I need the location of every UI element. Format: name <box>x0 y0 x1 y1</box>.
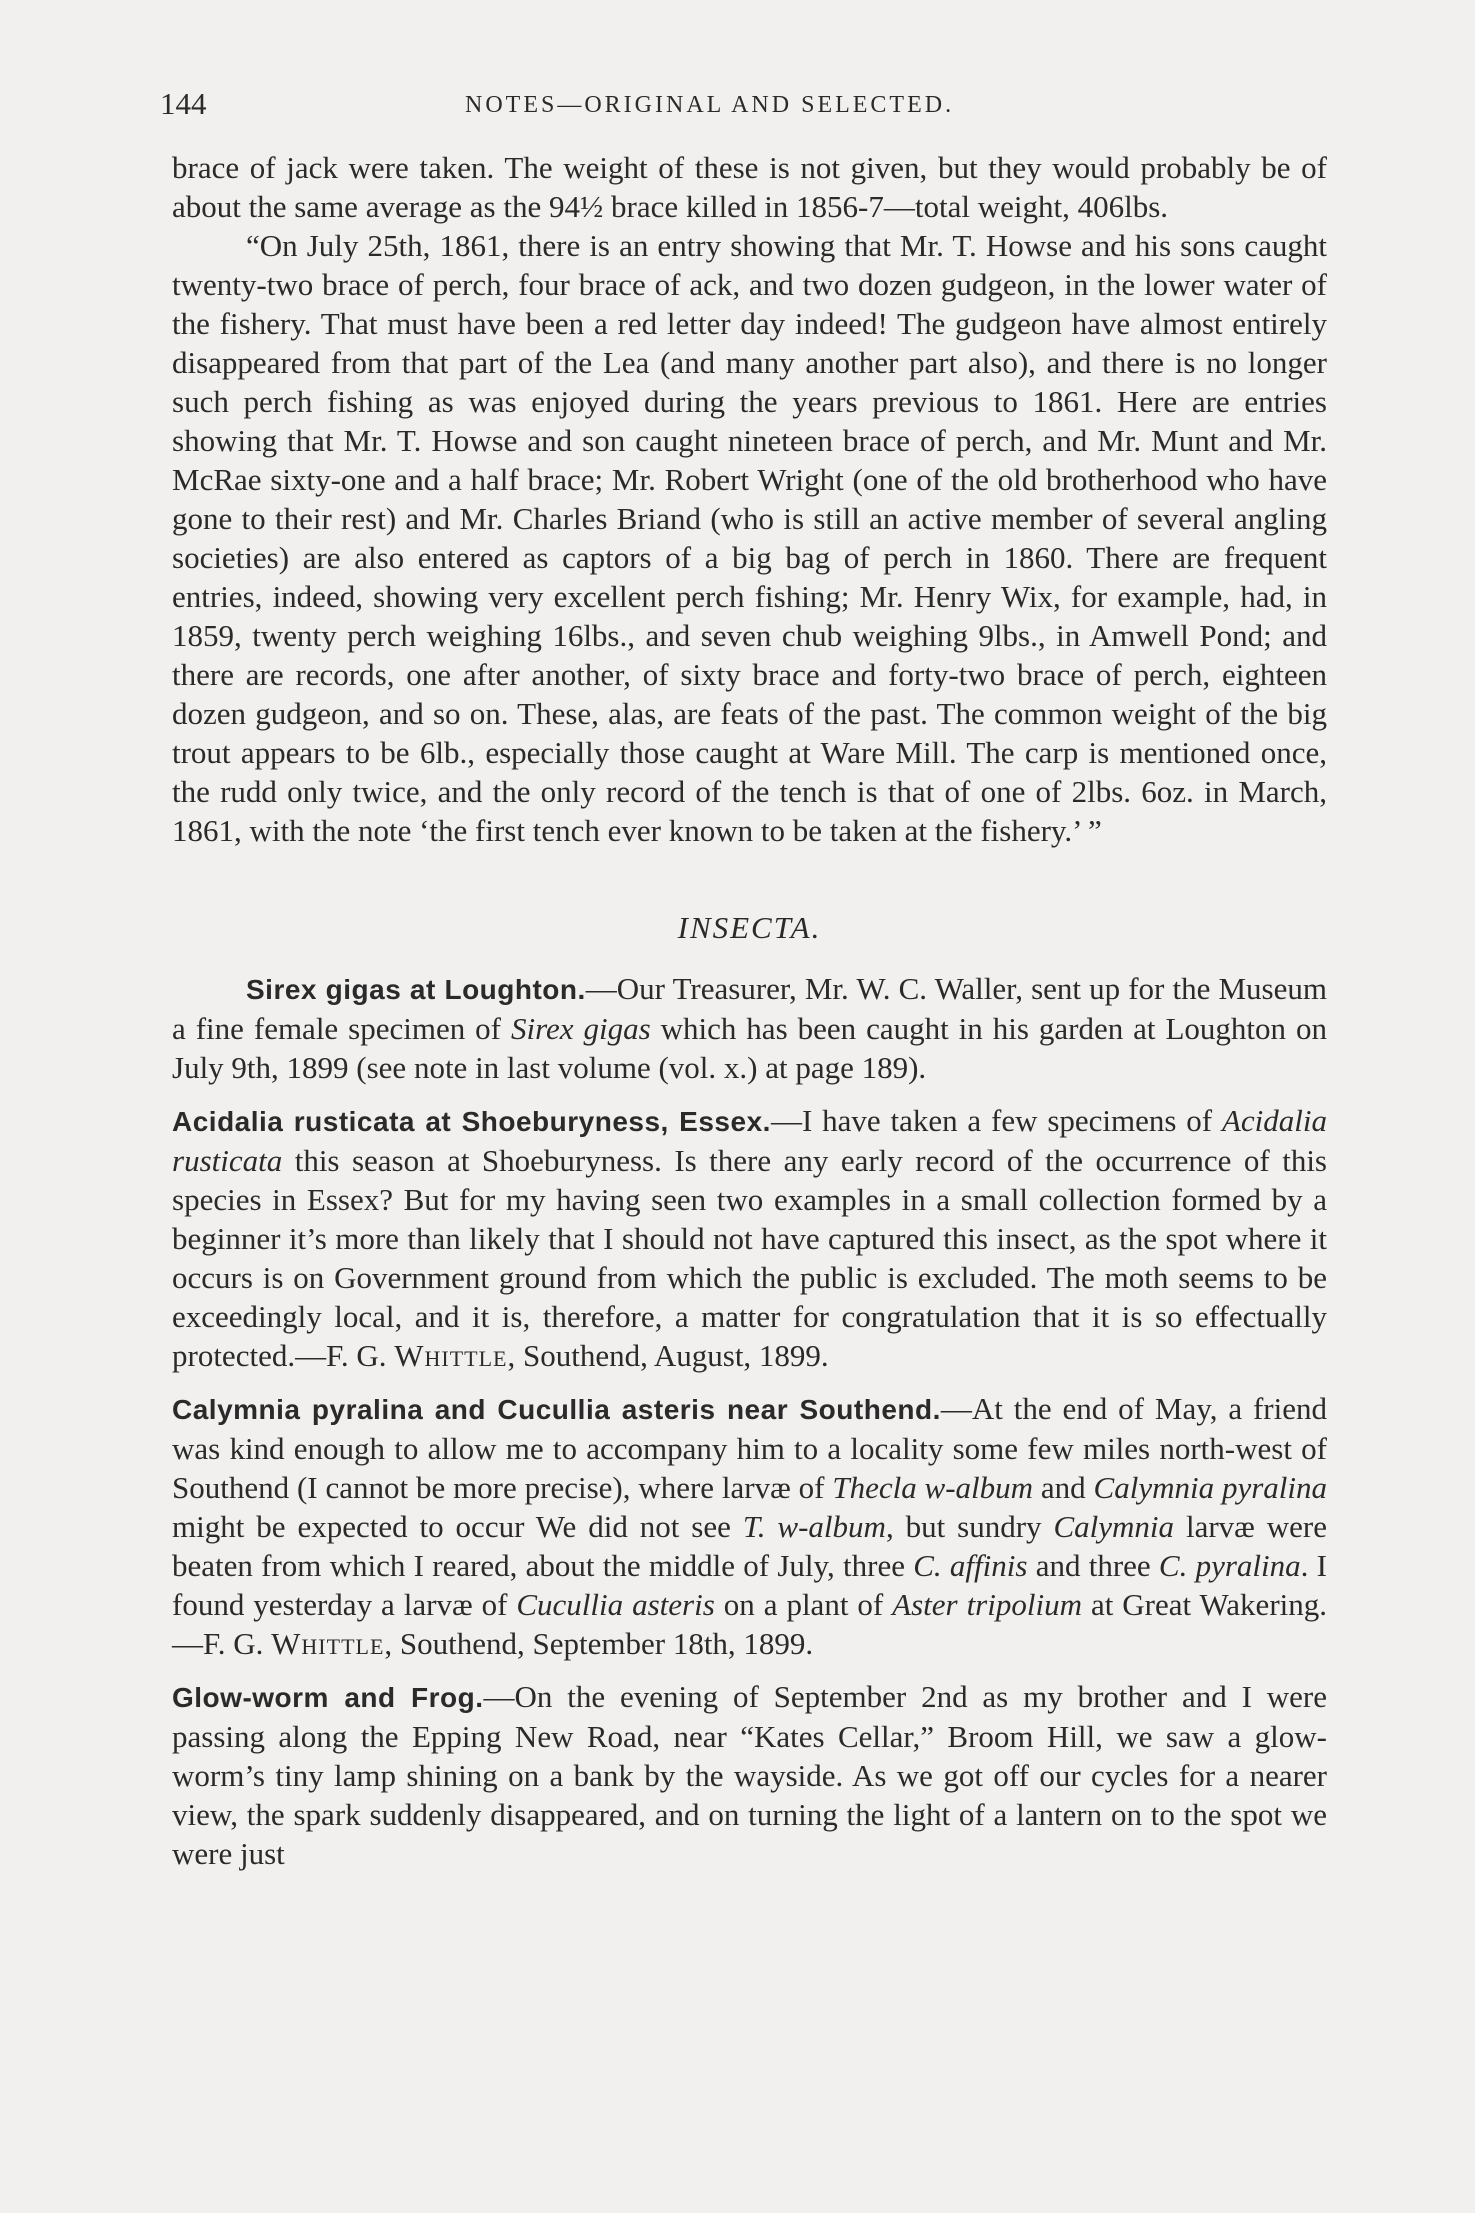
note-text: larvæ were beaten from which I reared, about the middle of July, three <box>172 1509 1327 1583</box>
note-text: , Southend, September 18th, 1899. <box>384 1626 814 1661</box>
note-text: and <box>1033 1470 1094 1505</box>
continuation-paragraph: brace of jack were taken. The weight of these is not given, but they would probably be of about the same average as the 94½ brace killed in 1856-7—total weight, 406lbs. <box>172 150 1327 224</box>
note-text: —On the evening of September 2nd as my brother and I were passing along the Epping New Road, near “Kates Cellar,” Broom Hill, we saw a glow-worm’s tiny lamp shining on a bank by the wayside. As we got off our cycles for a nearer view, the spark suddenly disappeared, and on turning the light of a lantern on to the spot we were just <box>172 1679 1327 1871</box>
species-name: T. w-album <box>742 1509 886 1544</box>
species-name: Acidalia rusticata <box>172 1103 1327 1178</box>
species-name: Thecla w-album <box>832 1470 1034 1505</box>
note-text: , Southend, August, 1899. <box>507 1338 829 1373</box>
species-name: C. affinis <box>913 1548 1028 1583</box>
running-title: NOTES—ORIGINAL AND SELECTED. <box>465 92 955 118</box>
species-name: Aster tripolium <box>892 1587 1082 1622</box>
note-glowworm <box>172 1677 1327 1873</box>
note-text: —Our Treasurer, Mr. W. C. Waller, sent up for the Museum a fine female specimen of <box>172 971 1327 1046</box>
note-text: might be expected to occur We did not see <box>172 1509 743 1544</box>
quoted-paragraph: “On July 25th, 1861, there is an entry showing that Mr. T. Howse and his sons caught twenty-two brace of perch, four brace of ack, and two dozen gudgeon, in the lower water of the fishery. That must have been a red letter day indeed! The gudgeon have almost entirely disappeared from that part of the Lea (and many another part also), and there is no longer such perch fishing as was enjoyed during the years previous to 1861. Here are entries showing that Mr. T. Howse and son caught nineteen brace of perch, and Mr. Munt and Mr. McRae sixty-one and a half brace; Mr. Robert Wright (one of the old brotherhood who have gone to their rest) and Mr. Charles Briand (who is still an active member of several angling societies) are also entered as captors of a big bag of perch in 1860. There are frequent entries, indeed, showing very excellent perch fishing; Mr. Henry Wix, for example, had, in 1859, twenty perch weighing 16lbs., and seven chub weighing 9lbs., in Amwell Pond; and there are records, one after another, of sixty brace and forty-two brace of perch, eighteen dozen gudgeon, and so on. These, alas, are feats of the past. The common weight of the big trout appears to be 6lb., especially those caught at Ware Mill. The carp is mentioned once, the rudd only twice, and the only record of the tench is that of one of 2lbs. 6oz. in March, 1861, with the note ‘the first tench ever known to be taken at the fishery.’ ” <box>172 228 1327 848</box>
note-text: at Great Wakering.—F. G. <box>172 1587 1328 1661</box>
note-text: . I found yesterday a larvæ of <box>172 1548 1327 1622</box>
note-text: which has been caught in his garden at Loughton on July 9th, 1899 (see note in last volume (vol. x.) at page 189). <box>172 1011 1327 1085</box>
note-title: Calymnia pyralina and Cucullia asteris near Southend. <box>172 1394 941 1425</box>
note-acidalia <box>172 1101 1327 1375</box>
species-name: Calymnia <box>1053 1509 1175 1544</box>
page-number: 144 <box>160 86 207 121</box>
note-text: this season at Shoeburyness. Is there any early record of the occurrence of this species in Essex? But for my having seen two examples in a small collection formed by a beginner it’s more than likely that I should not have captured this insect, as the spot where it occurs is on Government ground from which the public is excluded. The moth seems to be exceedingly local, and it is, therefore, a matter for congratulation that it is so effectually protected.—F. G. <box>172 1143 1327 1373</box>
note-text: and three <box>1027 1548 1159 1583</box>
species-name: C. pyralina <box>1158 1548 1301 1583</box>
note-title: Sirex gigas at Loughton. <box>246 974 586 1005</box>
note-text: —At the end of May, a friend was kind enough to allow me to accompany him to a locality some few miles north-west of Southend (I cannot be more precise), where larvæ of <box>172 1391 1327 1505</box>
species-name: Calymnia pyralina <box>1093 1470 1328 1505</box>
note-title: Glow-worm and Frog. <box>172 1682 484 1713</box>
note-title: Acidalia rusticata at Shoeburyness, Essex. <box>172 1106 771 1137</box>
page-body <box>172 148 1327 1873</box>
author-name: Whittle <box>394 1338 508 1373</box>
species-name: Cucullia asteris <box>516 1587 715 1622</box>
note-text: , but sundry <box>885 1509 1054 1544</box>
note-sirex <box>172 969 1327 1087</box>
note-calymnia <box>172 1389 1327 1663</box>
author-name: Whittle <box>271 1626 385 1661</box>
note-text: on a plant of <box>714 1587 893 1622</box>
section-heading: INSECTA. <box>677 910 822 945</box>
note-text: —I have taken a few specimens of <box>770 1103 1222 1138</box>
section-gap <box>172 850 1327 908</box>
species-name: Sirex gigas <box>510 1011 651 1046</box>
